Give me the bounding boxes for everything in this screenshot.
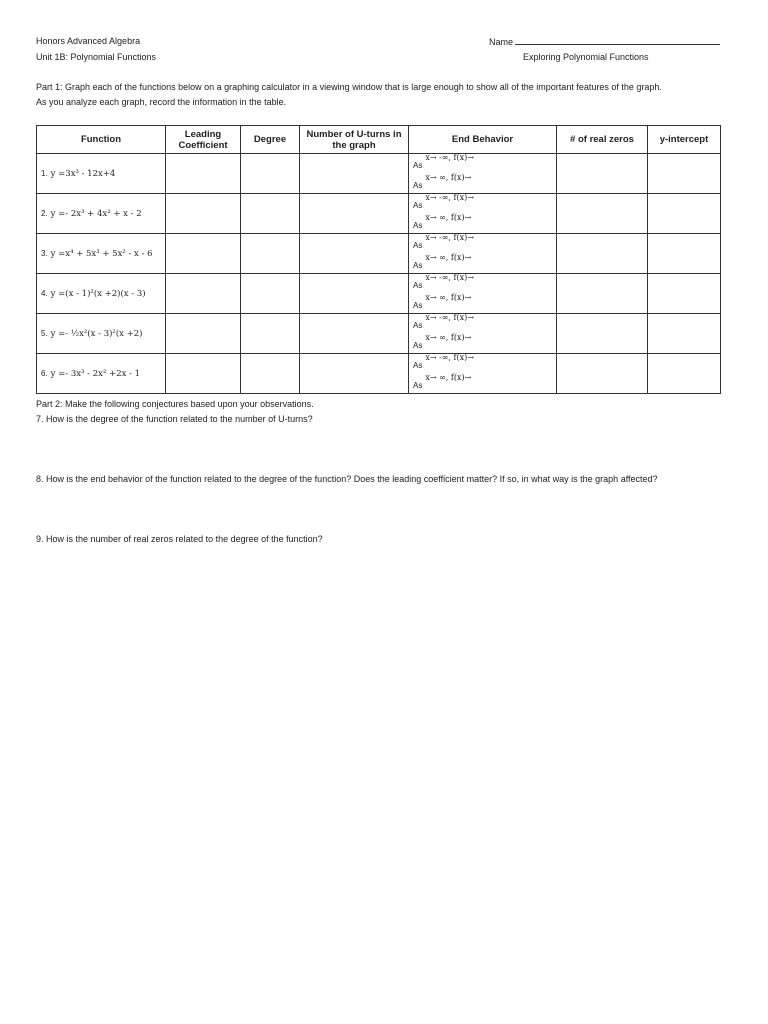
y-intercept-cell[interactable] <box>648 354 721 394</box>
question-8: 8. How is the end behavior of the function related to the degree of the function? Does the leading coefficient matter? If so, in what way is the graph affected? <box>36 474 658 484</box>
name-field <box>489 36 720 47</box>
u-turns-cell[interactable] <box>300 314 409 354</box>
function-equation: y =- 2x³ + 4x² + x - 2 <box>50 209 142 219</box>
row-number: 6. <box>41 369 48 379</box>
function-equation: y =3x³ - 12x+4 <box>50 169 116 179</box>
table-row <box>37 154 721 194</box>
y-intercept-cell[interactable] <box>648 194 721 234</box>
end-behavior-cell[interactable] <box>409 274 557 314</box>
end-behavior-neg-infinity: x→ -∞, f(x)→ <box>425 153 474 162</box>
end-behavior-pos-infinity: x→ ∞, f(x)→ <box>425 213 472 222</box>
end-behavior-as-label: As <box>413 181 423 190</box>
degree-cell[interactable] <box>241 274 300 314</box>
part1-line1: Part 1: Graph each of the functions below on a graphing calculator in a viewing window that is large enough to show all of the important features of the graph. <box>36 82 662 92</box>
real-zeros-cell[interactable] <box>557 194 648 234</box>
end-behavior-pos-infinity: x→ ∞, f(x)→ <box>425 253 472 262</box>
function-cell <box>37 354 166 394</box>
end-behavior-as-label: As <box>413 301 423 310</box>
end-behavior-as-label: As <box>413 161 423 170</box>
end-behavior-as-label: As <box>413 341 423 350</box>
function-equation: y =- ½x²(x - 3)²(x +2) <box>50 329 143 339</box>
u-turns-cell[interactable] <box>300 154 409 194</box>
real-zeros-cell[interactable] <box>557 154 648 194</box>
end-behavior-neg-infinity: x→ -∞, f(x)→ <box>425 193 474 202</box>
real-zeros-cell[interactable] <box>557 354 648 394</box>
leading-coefficient-cell[interactable] <box>166 354 241 394</box>
end-behavior-pos-infinity: x→ ∞, f(x)→ <box>425 293 472 302</box>
end-behavior-cell[interactable] <box>409 154 557 194</box>
header-leading-coefficient: Leading Coefficient <box>166 126 241 154</box>
table-header-row <box>37 126 721 154</box>
question-9: 9. How is the number of real zeros related to the degree of the function? <box>36 534 323 544</box>
end-behavior-cell[interactable] <box>409 234 557 274</box>
end-behavior-as-label: As <box>413 241 423 250</box>
function-cell <box>37 274 166 314</box>
degree-cell[interactable] <box>241 154 300 194</box>
table-row <box>37 274 721 314</box>
function-equation: y =- 3x³ - 2x² +2x - 1 <box>50 369 141 379</box>
function-equation: y =x⁴ + 5x³ + 5x² - x - 6 <box>50 249 153 259</box>
leading-coefficient-cell[interactable] <box>166 154 241 194</box>
end-behavior-pos-infinity: x→ ∞, f(x)→ <box>425 173 472 182</box>
leading-coefficient-cell[interactable] <box>166 314 241 354</box>
u-turns-cell[interactable] <box>300 274 409 314</box>
name-label: Name <box>489 37 514 47</box>
row-number: 3. <box>41 249 48 259</box>
end-behavior-neg-infinity: x→ -∞, f(x)→ <box>425 233 474 242</box>
course-title: Honors Advanced Algebra <box>36 36 141 46</box>
end-behavior-as-label: As <box>413 201 423 210</box>
y-intercept-cell[interactable] <box>648 234 721 274</box>
row-number: 1. <box>41 169 48 179</box>
end-behavior-as-label: As <box>413 361 423 370</box>
end-behavior-pos-infinity: x→ ∞, f(x)→ <box>425 373 472 382</box>
leading-coefficient-cell[interactable] <box>166 234 241 274</box>
question-7: 7. How is the degree of the function related to the number of U-turns? <box>36 414 313 424</box>
analysis-table <box>36 125 721 394</box>
u-turns-cell[interactable] <box>300 234 409 274</box>
u-turns-cell[interactable] <box>300 354 409 394</box>
end-behavior-cell[interactable] <box>409 194 557 234</box>
part1-line2: As you analyze each graph, record the information in the table. <box>36 97 287 107</box>
leading-coefficient-cell[interactable] <box>166 274 241 314</box>
end-behavior-as-label: As <box>413 221 423 230</box>
end-behavior-neg-infinity: x→ -∞, f(x)→ <box>425 353 474 362</box>
real-zeros-cell[interactable] <box>557 314 648 354</box>
function-cell <box>37 154 166 194</box>
function-cell <box>37 234 166 274</box>
end-behavior-as-label: As <box>413 321 423 330</box>
header-degree: Degree <box>241 126 300 154</box>
degree-cell[interactable] <box>241 234 300 274</box>
end-behavior-pos-infinity: x→ ∞, f(x)→ <box>425 333 472 342</box>
end-behavior-as-label: As <box>413 261 423 270</box>
table-row <box>37 354 721 394</box>
unit-title: Unit 1B: Polynomial Functions <box>36 52 157 62</box>
table-row <box>37 314 721 354</box>
end-behavior-as-label: As <box>413 281 423 290</box>
u-turns-cell[interactable] <box>300 194 409 234</box>
y-intercept-cell[interactable] <box>648 154 721 194</box>
end-behavior-as-label: As <box>413 381 423 390</box>
header-real-zeros: # of real zeros <box>557 126 648 154</box>
name-blank-line <box>515 36 720 45</box>
degree-cell[interactable] <box>241 354 300 394</box>
header-function: Function <box>37 126 166 154</box>
topic-title: Exploring Polynomial Functions <box>523 52 649 62</box>
table-row <box>37 234 721 274</box>
end-behavior-neg-infinity: x→ -∞, f(x)→ <box>425 313 474 322</box>
y-intercept-cell[interactable] <box>648 314 721 354</box>
header-u-turns: Number of U-turns in the graph <box>300 126 409 154</box>
function-cell <box>37 314 166 354</box>
end-behavior-cell[interactable] <box>409 314 557 354</box>
row-number: 5. <box>41 329 48 339</box>
end-behavior-neg-infinity: x→ -∞, f(x)→ <box>425 273 474 282</box>
degree-cell[interactable] <box>241 194 300 234</box>
y-intercept-cell[interactable] <box>648 274 721 314</box>
table-row <box>37 194 721 234</box>
leading-coefficient-cell[interactable] <box>166 194 241 234</box>
function-cell <box>37 194 166 234</box>
row-number: 4. <box>41 289 48 299</box>
real-zeros-cell[interactable] <box>557 274 648 314</box>
function-equation: y =(x - 1)²(x +2)(x - 3) <box>50 289 146 299</box>
row-number: 2. <box>41 209 48 219</box>
real-zeros-cell[interactable] <box>557 234 648 274</box>
end-behavior-cell[interactable] <box>409 354 557 394</box>
header-end-behavior: End Behavior <box>409 126 557 154</box>
header-y-intercept: y-intercept <box>648 126 721 154</box>
part2-intro: Part 2: Make the following conjectures based upon your observations. <box>36 399 314 409</box>
degree-cell[interactable] <box>241 314 300 354</box>
